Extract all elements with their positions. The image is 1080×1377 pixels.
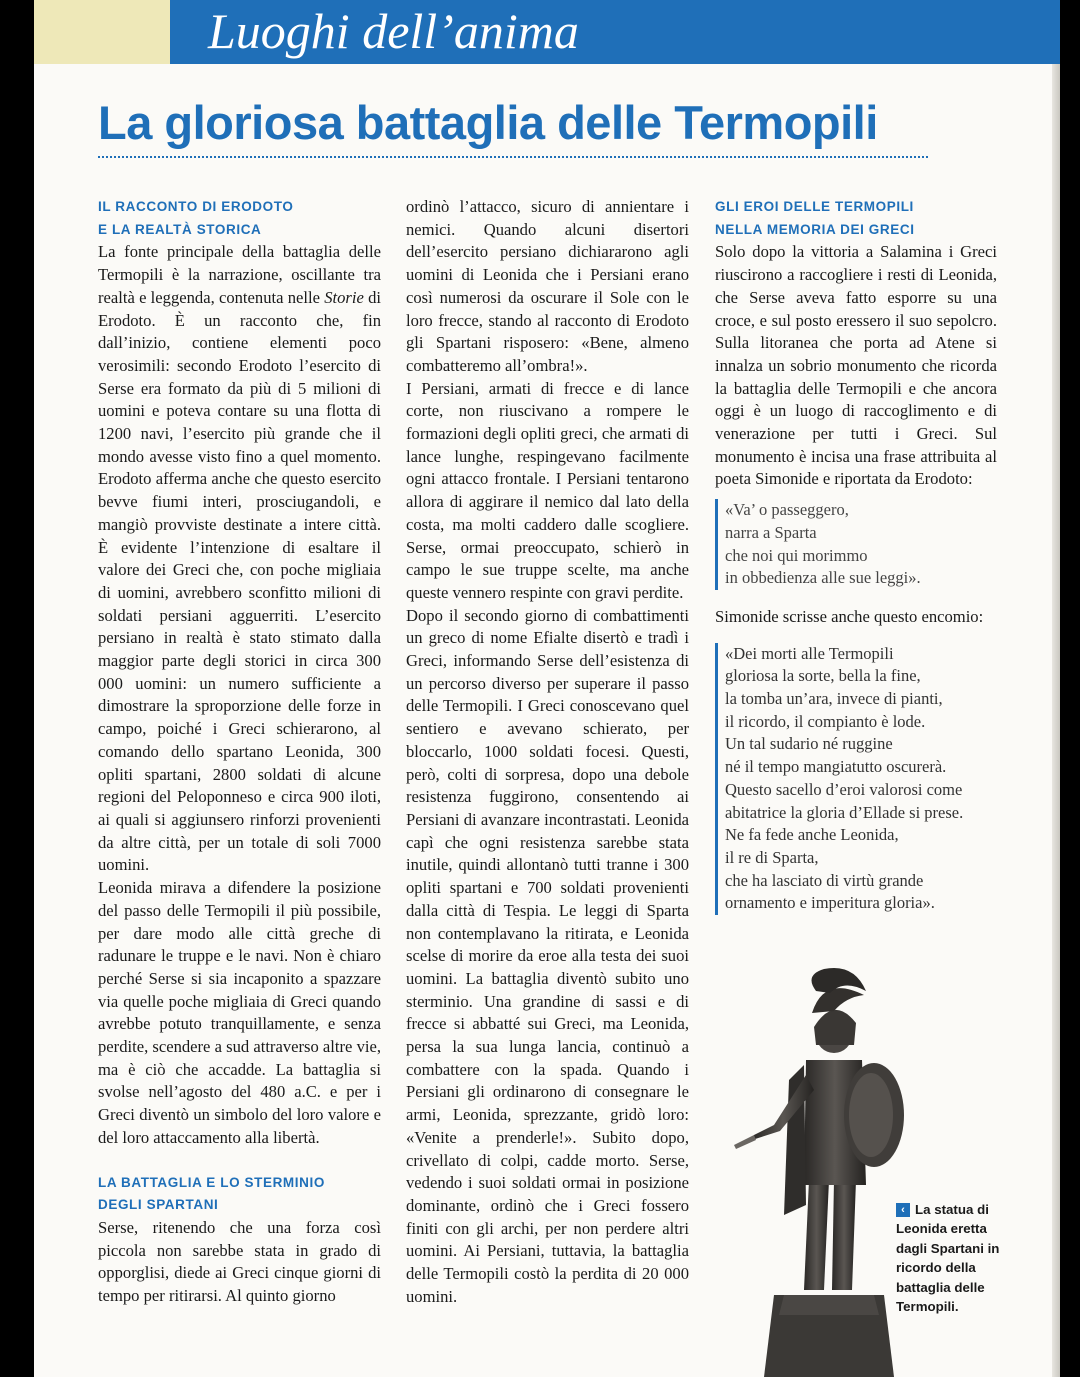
verse-line: gloriosa la sorte, bella la fine, xyxy=(725,666,921,686)
section-title: Luoghi dell’anima xyxy=(208,3,579,59)
verse-line: Questo sacello d’eroi valorosi come xyxy=(725,779,963,799)
section-heading xyxy=(98,1172,381,1217)
section-heading xyxy=(715,196,997,241)
magazine-page xyxy=(34,0,1060,1377)
paragraph: Serse, ritenendo che una forza così piccola non sarebbe stata in grado di opporglisi, diede ai Greci cinque giorni di tempo per ritirarsi. Al quinto giorno xyxy=(98,1217,381,1306)
page-edge-shadow xyxy=(1052,64,1060,1377)
verse-line: narra a Sparta xyxy=(725,522,817,542)
paragraph xyxy=(98,241,381,877)
heading-line: NELLA MEMORIA DEI GRECI xyxy=(715,221,915,237)
verse-line: Un tal sudario né ruggine xyxy=(725,734,893,754)
text-column-1 xyxy=(98,196,381,1308)
heading-line: E LA REALTÀ STORICA xyxy=(98,221,262,237)
caption-text: La statua di Leonida eretta dagli Spartani in ricordo della battaglia delle Termopili. xyxy=(896,1202,1000,1315)
banner-tab xyxy=(34,0,170,64)
book-title: Storie xyxy=(324,287,364,307)
heading-line: LA BATTAGLIA E LO STERMINIO xyxy=(98,1174,325,1190)
heading-line: IL RACCONTO DI ERODOTO xyxy=(98,199,294,214)
paragraph: Solo dopo la vittoria a Salamina i Greci riuscirono a raccogliere i resti di Leonida, che Serse aveva fatto esporre su una croce, e sul posto eressero il suo sepolcro. Sulla litoranea che porta ad Atene si innalza un sobrio monumento che ricorda la battaglia delle Termopili e che ancora oggi è un luogo di raccoglimento e di venerazione per tutti i Greci. Sul monumento è incisa una frase attribuita al poeta Simonide e riportata da Erodoto: xyxy=(715,242,997,489)
paragraph: Leonida mirava a difendere la posizione del passo delle Termopili il più possibile, per dare modo alle città greche di radunare le truppe e le navi. Non è chiaro perché Serse si sia incaponito a spazzare via quelle poche migliaia di Greci quando avrebbe potuto tranquillamente, e senza perdite, scendere a sud attraverso altre vie, ma è ciò che accadde. La battaglia si svolse nell’agosto del 480 a.C. e per i Greci diventò un simbolo del loro valore e del loro attaccamento alla libertà. xyxy=(98,878,381,1147)
verse-line: il ricordo, il compianto è lode. xyxy=(725,711,926,731)
verse-line: ornamento e imperitura gloria». xyxy=(725,893,935,913)
paragraph: I Persiani, armati di frecce e di lance corte, non riuscivano a rompere le formazioni degli opliti greci, che armati di lance lunghe, respingevano facilmente ogni attacco frontale. I Persiani tentarono allora di aggirare il nemico dal lato della costa, ma molti caddero dalle scogliere. Serse, ormai preoccupato, schierò in campo le sue truppe scelte, ma anche queste vennero respinte con gravi perdite. xyxy=(406,378,689,602)
verse-line: «Va’ o passeggero, xyxy=(725,500,849,520)
text-column-3 xyxy=(715,196,997,925)
verse-line: né il tempo mangiatutto oscurerà. xyxy=(725,757,947,777)
heading-line: DEGLI SPARTANI xyxy=(98,1197,219,1213)
text-run: La fonte principale della battaglia delle Termopili è la narrazione, oscillante tra realtà e leggenda, contenuta nelle xyxy=(98,242,381,307)
text-column-2 xyxy=(406,196,689,1308)
paragraph: Dopo il secondo giorno di combattimenti un greco di nome Efialte disertò e tradì i Greci, informando Serse dell’esistenza di un percorso diverso per superare il passo delle Termopili. I Greci conoscevano quel sentiero e avevano schierato, per bloccarlo, 1000 soldati focesi. Questi, però, colti di sorpresa, dopo una debole resistenza fuggirono, consentendo ai Persiani di avanzare incontrastati. Leonida capì che ogni resistenza sarebbe stata inutile, quindi allontanò tutti tranne i 300 opliti spartani e 700 soldati provenienti dalla città di Tespia. Le leggi di Sparta non contemplavano la ritirata, e Leonida scelse di morire da eroe alla testa dei suoi uomini. La battaglia diventò subito uno sterminio. Una grandine di sassi e di frecce si abbatté sui Greci, ma Leonida, persa la sua lunga lancia, continuò a combattere con la spada. Quando i Persiani gli ordinarono di consegnare le armi, Leonida, sprezzante, gridò loro: «Venite a prenderle!». Subito dopo, crivellato di colpi, cadde morto. Serse, vedendo i suoi soldati ormai in posizione dominante, ordinò che i Greci fossero finiti con gli archi, per non perdere altri uomini. Ai Persiani, tuttavia, la battaglia delle Termopili costò la perdita di 20 000 uomini. xyxy=(406,605,689,1306)
section-banner xyxy=(170,0,1060,64)
text-run: di Erodoto. È un racconto che, fin dall’inizio, contiene elementi poco verosimili: secondo Erodoto l’esercito di Serse era formato da più di 5 milioni di uomini e poteva contare su una flotta di 1200 navi, l’esercito più grande che il mondo avesse visto fino a quel momento. Erodoto afferma anche che questo esercito bevve fiumi interi, prosciugandoli, e mangiò provviste destinate a intere città. È evidente l’intenzione di esaltare il valore dei Greci che, con poche migliaia di uomini, avrebbero sconfitto milioni di soldati persiani agguerriti. L’esercito persiano in realtà è stato stimato dalla maggior parte degli storici in circa 300 000 uomini: un numero sufficiente a dimostrare la sproporzione delle forze in campo, poiché i Greci schierarono, al comando dello spartano Leonida, 300 opliti spartani, 2800 soldati di alcune regioni del Peloponneso e circa 900 iloti, ai quali si aggiunsero rinforzi provenienti da altre città, per un totale di soli 7000 uomini. xyxy=(98,287,381,875)
verse-line: in obbedienza alle sue leggi». xyxy=(725,568,921,588)
title-dotted-rule xyxy=(98,156,928,158)
image-caption xyxy=(896,1200,1006,1316)
verse-line: che noi qui morimmo xyxy=(725,545,868,565)
verse-line: Ne fa fede anche Leonida, xyxy=(725,825,899,845)
section-heading xyxy=(98,196,381,241)
verse-line: la tomba un’ara, invece di pianti, xyxy=(725,689,943,709)
verse-line: che ha lasciato di virtù grande xyxy=(725,870,924,890)
verse-line: abitatrice la gloria d’Ellade si prese. xyxy=(725,802,964,822)
paragraph: Simonide scrisse anche questo encomio: xyxy=(715,606,984,626)
article-title: La gloriosa battaglia delle Termopili xyxy=(98,96,878,149)
verse-line: il re di Sparta, xyxy=(725,847,819,867)
paragraph: ordinò l’attacco, sicuro di annientare i nemici. Quando alcuni disertori dell’esercito persiano dichiararono agli uomini di Leonida che i Persiani erano così numerosi da oscurare il Sole con le loro frecce, stando al racconto di Erodoto gli Spartani risposero: «Bene, almeno combatteremo all’ombra!». xyxy=(406,197,689,375)
caption-arrow-icon: ‹ xyxy=(896,1203,910,1217)
epitaph-quote xyxy=(715,499,997,590)
encomium-quote xyxy=(715,643,997,915)
verse-line: «Dei morti alle Termopili xyxy=(725,643,894,663)
heading-line: GLI EROI DELLE TERMOPILI xyxy=(715,199,914,214)
